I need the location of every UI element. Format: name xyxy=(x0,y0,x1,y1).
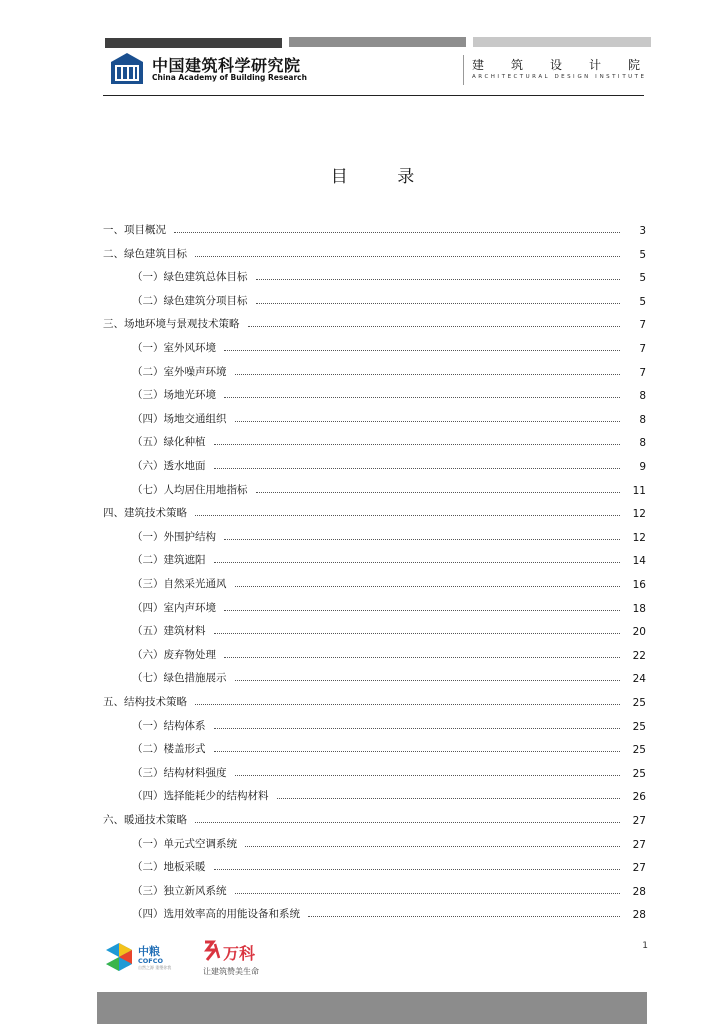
toc-entry-label: 四、建筑技术策略 xyxy=(103,507,187,520)
toc-entry-label: （三）独立新风系统 xyxy=(132,884,227,897)
toc-leader-dots xyxy=(195,256,620,257)
toc-entry-page: 27 xyxy=(632,862,646,875)
toc-entry-label: （三）自然采光通风 xyxy=(132,578,227,590)
toc-entry[interactable] xyxy=(132,882,646,898)
toc-entry-label: （七）绿色措施展示 xyxy=(132,672,227,685)
toc-entry[interactable] xyxy=(132,433,646,449)
header-bar-light xyxy=(473,37,651,47)
toc-entry[interactable] xyxy=(132,339,646,355)
toc-leader-dots xyxy=(277,798,621,799)
toc-leader-dots xyxy=(308,916,620,917)
toc-leader-dots xyxy=(235,680,621,681)
toc-entry-label: （三）场地光环境 xyxy=(132,389,216,402)
toc-entry-page: 5 xyxy=(639,248,646,261)
toc-entry-label: 六、暖通技术策略 xyxy=(103,814,187,826)
toc-entry[interactable] xyxy=(132,363,646,379)
toc-entry[interactable] xyxy=(103,245,646,261)
toc-entry-label: 二、绿色建筑目标 xyxy=(103,247,187,260)
institute-name-cn: 建 筑 设 计 院 xyxy=(472,58,640,72)
toc-leader-dots xyxy=(195,822,620,823)
toc-entry[interactable] xyxy=(132,646,646,662)
toc-leader-dots xyxy=(256,279,621,280)
toc-entry-page: 25 xyxy=(632,767,646,780)
toc-entry-label: （一）单元式空调系统 xyxy=(132,837,237,850)
toc-entry[interactable] xyxy=(132,835,646,851)
toc-entry[interactable] xyxy=(103,221,646,237)
toc-entry-page: 16 xyxy=(632,579,646,591)
toc-entry-page: 25 xyxy=(632,744,646,757)
toc-entry-page: 28 xyxy=(632,909,646,922)
toc-entry-page: 25 xyxy=(632,697,646,709)
toc-entry-label: （三）结构材料强度 xyxy=(132,766,227,779)
toc-entry-page: 22 xyxy=(632,649,646,662)
toc-leader-dots xyxy=(224,539,620,540)
toc-entry-label: （二）楼盖形式 xyxy=(132,743,206,756)
toc-entry-label: （二）地板采暖 xyxy=(132,861,206,874)
toc-entry-page: 12 xyxy=(632,531,646,544)
toc-leader-dots xyxy=(235,421,621,422)
page-title: 目 录 xyxy=(330,167,437,187)
toc-entry-label: （四）场地交通组织 xyxy=(132,412,227,425)
toc-entry[interactable] xyxy=(132,268,646,284)
toc-entry-page: 27 xyxy=(632,838,646,851)
cabr-logo xyxy=(110,52,330,86)
toc-entry[interactable] xyxy=(132,551,646,567)
toc-entry-label: 一、项目概况 xyxy=(103,224,166,236)
toc-entry[interactable] xyxy=(132,457,646,473)
toc-leader-dots xyxy=(235,586,621,587)
toc-entry[interactable] xyxy=(132,787,646,803)
toc-entry[interactable] xyxy=(132,905,646,921)
toc-entry-page: 5 xyxy=(639,295,646,308)
toc-entry[interactable] xyxy=(103,693,646,709)
toc-entry[interactable] xyxy=(103,315,646,331)
toc-entry[interactable] xyxy=(132,622,646,638)
toc-entry-label: （一）绿色建筑总体目标 xyxy=(132,271,248,284)
toc-entry-page: 20 xyxy=(632,626,646,639)
toc-entry[interactable] xyxy=(132,386,646,402)
toc-entry[interactable] xyxy=(132,528,646,544)
toc-leader-dots xyxy=(224,610,620,611)
toc-leader-dots xyxy=(214,869,621,870)
toc-entry[interactable] xyxy=(132,669,646,685)
toc-entry-label: （七）人均居住用地指标 xyxy=(132,483,248,496)
toc-entry-page: 24 xyxy=(632,673,646,686)
toc-entry-page: 8 xyxy=(639,390,646,403)
vanke-name-cn: 万科 xyxy=(223,944,256,963)
logo-english-name: China Academy of Building Research xyxy=(152,73,307,82)
header-bar-mid xyxy=(289,37,466,47)
vanke-emblem-icon xyxy=(203,940,221,962)
cabr-emblem-icon xyxy=(110,52,144,86)
toc-entry-page: 8 xyxy=(639,413,646,426)
toc-entry[interactable] xyxy=(132,717,646,733)
toc-leader-dots xyxy=(195,515,620,516)
toc-entry-page: 7 xyxy=(639,319,646,332)
logo-chinese-name: 中国建筑科学研究院 xyxy=(152,56,301,75)
toc-leader-dots xyxy=(195,704,620,705)
toc-leader-dots xyxy=(214,751,621,752)
toc-entry-page: 11 xyxy=(632,484,646,497)
header-divider xyxy=(103,95,644,96)
toc-leader-dots xyxy=(224,397,620,398)
toc-entry[interactable] xyxy=(132,764,646,780)
toc-entry[interactable] xyxy=(132,740,646,756)
toc-leader-dots xyxy=(214,562,621,563)
cofco-slogan: 自然之源 重塑你我 xyxy=(138,965,172,970)
toc-entry-label: （五）建筑材料 xyxy=(132,625,206,638)
toc-entry-page: 18 xyxy=(632,602,646,615)
toc-entry-label: （一）外围护结构 xyxy=(132,530,216,543)
toc-leader-dots xyxy=(248,326,621,327)
toc-entry-label: （四）选用效率高的用能设备和系统 xyxy=(132,908,300,921)
toc-entry-page: 3 xyxy=(639,225,646,237)
toc-entry-label: （五）绿化种植 xyxy=(132,436,206,449)
toc-entry[interactable] xyxy=(132,858,646,874)
toc-leader-dots xyxy=(214,633,621,634)
toc-leader-dots xyxy=(214,444,621,445)
institute-name xyxy=(463,55,646,85)
toc-leader-dots xyxy=(214,728,621,729)
toc-leader-dots xyxy=(174,232,620,233)
toc-leader-dots xyxy=(235,374,621,375)
footer-bar xyxy=(97,992,647,1024)
vanke-logo xyxy=(203,940,283,980)
toc-entry-page: 26 xyxy=(632,791,646,804)
toc-entry-page: 28 xyxy=(632,885,646,898)
toc-entry-page: 12 xyxy=(632,508,646,521)
cofco-emblem-icon xyxy=(104,942,134,972)
toc-entry-page: 7 xyxy=(639,366,646,379)
toc-entry-page: 25 xyxy=(632,720,646,733)
cofco-name-en: COFCO xyxy=(138,957,164,965)
toc-entry[interactable] xyxy=(132,292,646,308)
toc-entry-page: 14 xyxy=(632,555,646,568)
toc-entry[interactable] xyxy=(132,481,646,497)
toc-entry-label: （一）室外风环境 xyxy=(132,342,216,354)
toc-entry-label: （四）室内声环境 xyxy=(132,601,216,614)
cofco-logo xyxy=(104,940,174,976)
toc-entry-label: （六）透水地面 xyxy=(132,460,206,472)
toc-entry-label: （六）废弃物处理 xyxy=(132,648,216,661)
page-number: 1 xyxy=(642,941,648,951)
toc-entry-page: 7 xyxy=(639,343,646,355)
toc-leader-dots xyxy=(224,657,620,658)
toc-entry-page: 8 xyxy=(639,437,646,450)
toc-entry-page: 5 xyxy=(639,272,646,285)
toc-entry-label: （二）建筑遮阳 xyxy=(132,554,206,567)
toc-leader-dots xyxy=(214,468,621,469)
toc-entry-page: 9 xyxy=(639,461,646,473)
cofco-name-cn: 中粮 xyxy=(138,945,160,958)
vanke-slogan: 让建筑赞美生命 xyxy=(203,967,259,976)
toc-leader-dots xyxy=(256,492,621,493)
toc-entry[interactable] xyxy=(103,811,646,827)
header-bar-dark xyxy=(105,38,282,48)
toc-leader-dots xyxy=(256,303,621,304)
toc-leader-dots xyxy=(245,846,620,847)
toc-entry-page: 27 xyxy=(632,815,646,827)
toc-entry-label: 三、场地环境与景观技术策略 xyxy=(103,318,240,331)
institute-name-en: A R C H I T E C T U R A L D E S I G N I N S T I T U T E xyxy=(472,74,644,80)
toc-entry[interactable] xyxy=(132,575,646,591)
toc-leader-dots xyxy=(235,893,621,894)
toc-entry-label: （二）绿色建筑分项目标 xyxy=(132,294,248,307)
toc-entry[interactable] xyxy=(132,410,646,426)
toc-entry[interactable] xyxy=(132,599,646,615)
toc-entry-label: （四）选择能耗少的结构材料 xyxy=(132,790,269,803)
toc-entry-label: （一）结构体系 xyxy=(132,719,206,732)
toc-leader-dots xyxy=(224,350,620,351)
toc-leader-dots xyxy=(235,775,621,776)
toc-entry[interactable] xyxy=(103,504,646,520)
toc-entry-label: 五、结构技术策略 xyxy=(103,696,187,708)
toc-entry-label: （二）室外噪声环境 xyxy=(132,365,227,378)
